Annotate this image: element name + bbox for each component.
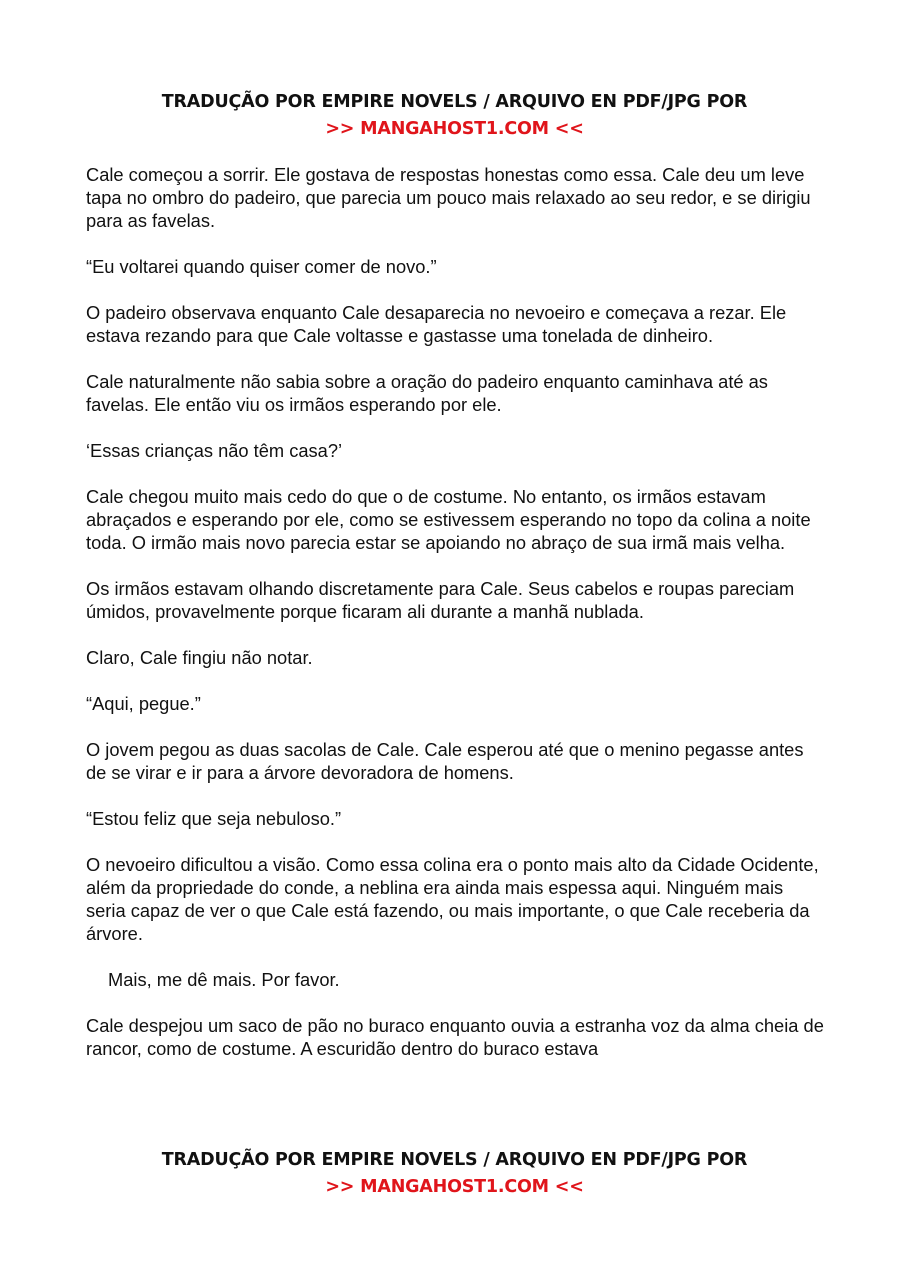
paragraph: “Aqui, pegue.” (86, 693, 201, 714)
paragraph: O padeiro observava enquanto Cale desaparecia no nevoeiro e começava a rezar. Ele estava rezando para que Cale voltasse e gastasse uma tonelada de dinheiro. (86, 302, 787, 346)
paragraph: Cale começou a sorrir. Ele gostava de respostas honestas como essa. Cale deu um leve tapa no ombro do padeiro, que parecia um pouco mais relaxado ao seu redor, e se dirigiu para as favelas. (86, 164, 811, 231)
paragraph: O nevoeiro dificultou a visão. Como essa colina era o ponto mais alto da Cidade Ocidente, além da propriedade do conde, a neblina era ainda mais espessa aqui. Ninguém mais seria capaz de ver o que Cale está fazendo, ou mais importante, o que Cale receberia da árvore. (86, 854, 819, 944)
paragraph: Cale chegou muito mais cedo do que o de costume. No entanto, os irmãos estavam abraçados e esperando por ele, como se estivessem esperando no topo da colina a noite toda. O irmão mais novo parecia estar se apoiando no abraço de sua irmã mais velha. (86, 486, 811, 553)
paragraph: “Estou feliz que seja nebuloso.” (86, 808, 342, 829)
translation-credit-text: TRADUÇÃO POR EMPIRE NOVELS / ARQUIVO EN PDF/JPG POR (161, 92, 748, 112)
header-watermark (0, 89, 909, 143)
paragraph: “Eu voltarei quando quiser comer de novo.” (86, 256, 437, 277)
paragraph: O jovem pegou as duas sacolas de Cale. Cale esperou até que o menino pegasse antes de se virar e ir para a árvore devoradora de homens. (86, 739, 804, 783)
paragraph: Os irmãos estavam olhando discretamente para Cale. Seus cabelos e roupas pareciam úmidos, provavelmente porque ficaram ali durante a manhã nublada. (86, 578, 795, 622)
footer-watermark (0, 1147, 909, 1201)
paragraph: Cale despejou um saco de pão no buraco enquanto ouvia a estranha voz da alma cheia de rancor, como de costume. A escuridão dentro do buraco estava (86, 1015, 824, 1059)
paragraph-inner-voice: Mais, me dê mais. Por favor. (108, 969, 340, 990)
chapter-text (86, 163, 826, 1083)
paragraph: ‘Essas crianças não têm casa?’ (86, 440, 343, 461)
paragraph: Cale naturalmente não sabia sobre a oração do padeiro enquanto caminhava até as favelas. Ele então viu os irmãos esperando por ele. (86, 371, 768, 415)
source-site-link[interactable]: >> MANGAHOST1.COM << (325, 1177, 584, 1197)
paragraph: Claro, Cale fingiu não notar. (86, 647, 313, 668)
source-site-link[interactable]: >> MANGAHOST1.COM << (325, 119, 584, 139)
translation-credit-text: TRADUÇÃO POR EMPIRE NOVELS / ARQUIVO EN PDF/JPG POR (161, 1150, 748, 1170)
